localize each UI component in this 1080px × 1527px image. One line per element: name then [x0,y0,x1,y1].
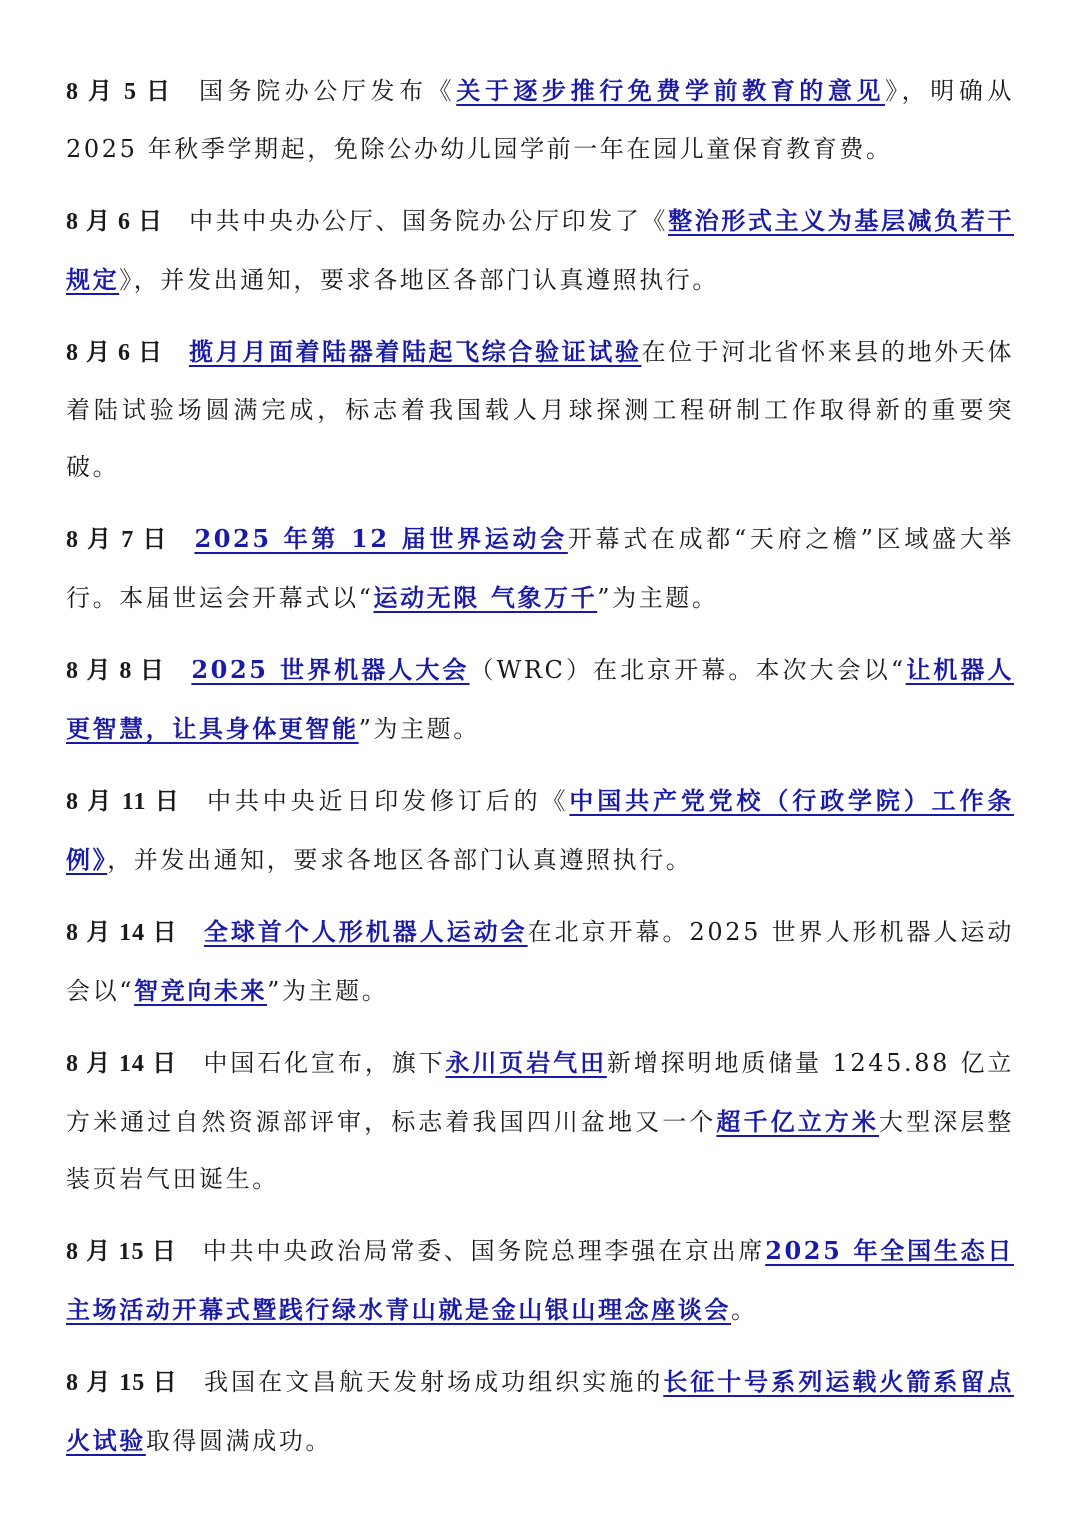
event-link[interactable]: 长征十号系列运载火箭系留点火试验 [66,1367,1015,1455]
event-link[interactable]: 超千亿立方米 [716,1107,879,1136]
event-text: 中共中央近日印发修订后的《 [207,787,570,815]
event-text: 。 [731,1296,758,1324]
event-text: ”为主题。 [267,977,389,1005]
event-text: 在位于河北省怀来县的地外天体着陆试验场圆满完成，标志着我国载人月球探测工程研制工作取得新的重要突破。 [66,338,1014,481]
event-entry [66,510,1014,627]
event-date: 8 月 8 日 [66,658,166,684]
event-text: 开幕式在成都“天府之檐”区域盛大举行。本届世运会开幕式以“ [66,525,1014,612]
event-text: 中国石化宣布，旗下 [203,1049,446,1077]
event-list [66,62,1014,1470]
event-date: 8 月 7 日 [66,527,169,553]
event-link[interactable]: 2025 年第 12 届世界运动会 [194,524,568,553]
event-entry [66,323,1014,496]
event-text: 新增探明地质储量 1245.88 亿立方米通过自然资源部评审，标志着我国四川盆地又一个 [66,1049,1014,1136]
event-date: 8 月 6 日 [66,340,164,366]
event-date: 8 月 15 日 [66,1239,177,1265]
event-text: 中共中央政治局常委、国务院总理李强在京出席 [202,1237,766,1265]
event-link[interactable]: 中国共产党党校（行政学院）工作条例》 [66,786,1014,874]
event-link[interactable]: 整治形式主义为基层减负若干规定 [66,206,1014,294]
event-date: 8 月 11 日 [66,789,182,815]
event-entry [66,772,1014,889]
event-text: 大型深层整装页岩气田诞生。 [66,1108,1014,1193]
event-text: ”为主题。 [597,584,719,612]
event-text: ，并发出通知，要求各地区各部门认真遵照执行。 [107,846,693,874]
event-entry [66,1222,1014,1339]
event-link[interactable]: 关于逐步推行免费学前教育的意见 [456,76,886,105]
event-date: 8 月 14 日 [66,1051,178,1077]
event-text: （WRC）在北京开幕。本次大会以“ [469,656,906,684]
event-link[interactable]: 让机器人更智慧，让具身体更智能 [66,655,1015,743]
event-entry [66,1353,1014,1470]
event-link[interactable]: 揽月月面着陆器着陆起飞综合验证试验 [189,337,642,366]
event-link[interactable]: 智竞向未来 [134,976,268,1005]
event-text: 》，明确从 2025 年秋季学期起，免除公办幼儿园学前一年在园儿童保育教育费。 [66,77,1015,163]
event-text: 我国在文昌航天发射场成功组织实施的 [204,1368,664,1396]
event-date: 8 月 5 日 [66,79,173,105]
event-link[interactable]: 全球首个人形机器人运动会 [203,917,528,946]
event-entry [66,903,1014,1020]
event-text: 取得圆满成功。 [145,1427,333,1455]
event-entry [66,192,1014,309]
event-text: 在北京开幕。2025 世界人形机器人运动会以“ [66,918,1014,1005]
event-text: ”为主题。 [358,715,480,743]
event-date: 8 月 6 日 [66,209,164,235]
event-date: 8 月 15 日 [66,1370,179,1396]
event-text: 》，并发出通知，要求各地区各部门认真遵照执行。 [119,266,720,294]
event-text: 国务院办公厅发布《 [198,77,457,105]
event-entry [66,641,1014,758]
event-entry [66,1034,1014,1208]
event-link[interactable]: 运动无限 气象万千 [373,583,598,612]
event-link[interactable]: 2025 世界机器人大会 [191,655,470,684]
event-date: 8 月 14 日 [66,920,178,946]
event-text: 中共中央办公厅、国务院办公厅印发了《 [189,207,669,235]
event-entry [66,62,1014,178]
event-link[interactable]: 永川页岩气田 [445,1048,607,1077]
event-link[interactable]: 2025 年全国生态日主场活动开幕式暨践行绿水青山就是金山银山理念座谈会 [66,1236,1014,1324]
